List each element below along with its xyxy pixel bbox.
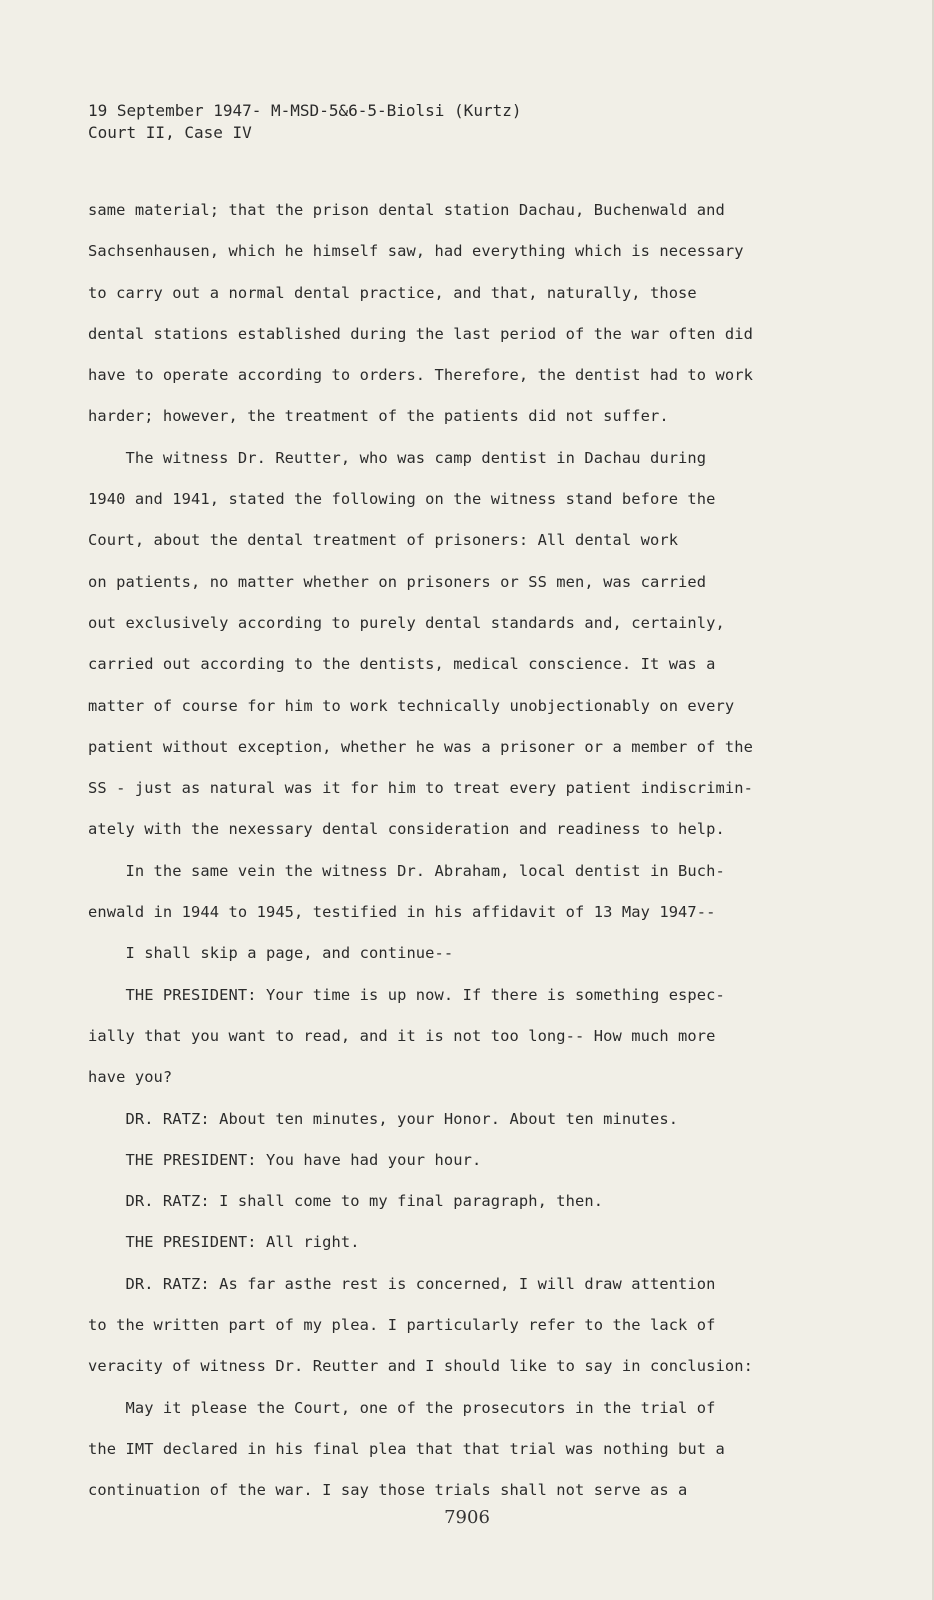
text-line: THE PRESIDENT: You have had your hour. bbox=[88, 1150, 482, 1169]
text-line: THE PRESIDENT: Your time is up now. If there is something espec- bbox=[88, 985, 725, 1004]
text-line: ially that you want to read, and it is not too long-- How much more bbox=[88, 1026, 716, 1045]
text-line: patient without exception, whether he was a prisoner or a member of the bbox=[88, 737, 753, 756]
text-line: DR. RATZ: I shall come to my final paragraph, then. bbox=[88, 1192, 604, 1211]
text-line: May it please the Court, one of the prosecutors in the trial of bbox=[88, 1398, 716, 1417]
text-line: matter of course for him to work technically unobjectionably on every bbox=[88, 696, 735, 715]
text-line: veracity of witness Dr. Reutter and I should like to say in conclusion: bbox=[88, 1357, 753, 1376]
text-line: out exclusively according to purely dental standards and, certainly, bbox=[88, 613, 725, 632]
text-line: SS - just as natural was it for him to treat every patient indiscrimin- bbox=[88, 779, 753, 798]
text-line: In the same vein the witness Dr. Abraham, local dentist in Buch- bbox=[88, 861, 725, 880]
text-line: same material; that the prison dental station Dachau, Buchenwald and bbox=[88, 201, 725, 219]
page-number: 7906 bbox=[444, 1507, 490, 1528]
text-line: 1940 and 1941, stated the following on the witness stand before the bbox=[88, 490, 716, 509]
text-line: Court, about the dental treatment of prisoners: All dental work bbox=[88, 531, 679, 550]
text-line: carried out according to the dentists, medical conscience. It was a bbox=[88, 655, 716, 674]
text-line: DR. RATZ: About ten minutes, your Honor. About ten minutes. bbox=[88, 1109, 679, 1128]
document-header bbox=[88, 100, 521, 144]
text-line: harder; however, the treatment of the patients did not suffer. bbox=[88, 407, 669, 426]
text-line: to carry out a normal dental practice, and that, naturally, those bbox=[88, 283, 697, 302]
text-line: I shall skip a page, and continue-- bbox=[88, 944, 454, 963]
text-line: to the written part of my plea. I particularly refer to the lack of bbox=[88, 1316, 716, 1335]
text-line: enwald in 1944 to 1945, testified in his affidavit of 13 May 1947-- bbox=[88, 903, 716, 922]
text-line: on patients, no matter whether on prisoners or SS men, was carried bbox=[88, 572, 707, 591]
text-line: continuation of the war. I say those trials shall not serve as a bbox=[88, 1481, 688, 1500]
transcript-body bbox=[88, 195, 848, 1517]
text-line: Sachsenhausen, which he himself saw, had everything which is necessary bbox=[88, 242, 744, 261]
text-line: ately with the nexessary dental consideration and readiness to help. bbox=[88, 820, 725, 839]
text-line: THE PRESIDENT: All right. bbox=[88, 1233, 360, 1252]
text-line: dental stations established during the last period of the war often did bbox=[88, 324, 753, 343]
header-court-line: Court II, Case IV bbox=[88, 123, 252, 142]
header-date-line: 19 September 1947- M-MSD-5&6-5-Biolsi (Kurtz) bbox=[88, 101, 522, 120]
text-line: the IMT declared in his final plea that that trial was nothing but a bbox=[88, 1439, 725, 1458]
text-line: DR. RATZ: As far asthe rest is concerned, I will draw attention bbox=[88, 1274, 716, 1293]
text-line: have you? bbox=[88, 1068, 173, 1087]
text-line: have to operate according to orders. Therefore, the dentist had to work bbox=[88, 366, 753, 385]
text-line: The witness Dr. Reutter, who was camp dentist in Dachau during bbox=[88, 448, 707, 467]
